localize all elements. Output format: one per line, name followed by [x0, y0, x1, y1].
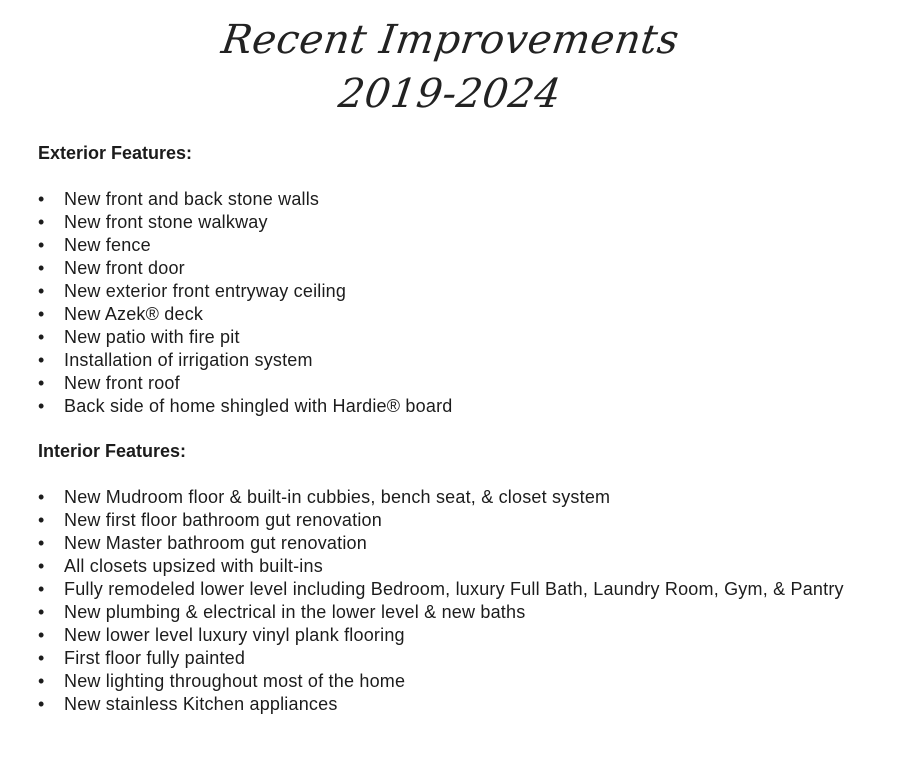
list-item-text: New stainless Kitchen appliances [64, 694, 338, 714]
list-item-text: New patio with fire pit [64, 327, 240, 347]
list-item [38, 211, 888, 234]
list-item-text: First floor fully painted [64, 648, 246, 668]
title-years: 2019-2024 [335, 71, 565, 117]
list-item [38, 509, 888, 532]
bullet-icon: • [38, 396, 45, 416]
list-item [38, 188, 888, 211]
bullet-icon: • [38, 235, 45, 255]
bullet-icon: • [38, 556, 45, 576]
list-item-text: New Mudroom floor & built-in cubbies, bench seat, & closet system [64, 487, 611, 507]
list-item [38, 486, 888, 509]
list-item [38, 372, 888, 395]
bullet-icon: • [38, 327, 45, 347]
interior-features-heading: Interior Features: [38, 441, 187, 461]
bullet-icon: • [38, 533, 45, 553]
list-item [38, 555, 888, 578]
list-item-text: New front stone walkway [64, 212, 268, 232]
list-item-text: New fence [64, 235, 151, 255]
list-item-text: New Azek® deck [64, 304, 204, 324]
list-item [38, 601, 888, 624]
bullet-icon: • [38, 373, 45, 393]
list-item-text: New exterior front entryway ceiling [64, 281, 347, 301]
list-item [38, 647, 888, 670]
list-item [38, 693, 888, 716]
bullet-icon: • [38, 579, 45, 599]
list-item-text: Installation of irrigation system [64, 350, 313, 370]
list-item [38, 578, 888, 601]
list-item-text: New first floor bathroom gut renovation [64, 510, 382, 530]
interior-features-list [38, 486, 888, 716]
bullet-icon: • [38, 602, 45, 622]
list-item [38, 280, 888, 303]
list-item [38, 326, 888, 349]
list-item [38, 670, 888, 693]
list-item-text: Fully remodeled lower level including Bedroom, luxury Full Bath, Laundry Room, Gym, & Pantry [64, 579, 844, 599]
list-item-text: New front and back stone walls [64, 189, 320, 209]
list-item-text: New front door [64, 258, 185, 278]
exterior-features-heading: Exterior Features: [38, 143, 193, 163]
list-item-text: New Master bathroom gut renovation [64, 533, 367, 553]
list-item [38, 234, 888, 257]
list-item-text: New lower level luxury vinyl plank flooring [64, 625, 405, 645]
list-item [38, 624, 888, 647]
bullet-icon: • [38, 350, 45, 370]
list-item [38, 395, 888, 418]
list-item-text: All closets upsized with built-ins [64, 556, 323, 576]
bullet-icon: • [38, 487, 45, 507]
list-item-text: New lighting throughout most of the home [64, 671, 406, 691]
bullet-icon: • [38, 304, 45, 324]
list-item [38, 303, 888, 326]
bullet-icon: • [38, 281, 45, 301]
bullet-icon: • [38, 625, 45, 645]
bullet-icon: • [38, 510, 45, 530]
bullet-icon: • [38, 189, 45, 209]
interior-features-section [38, 440, 888, 716]
list-item [38, 349, 888, 372]
exterior-features-section [38, 142, 888, 418]
bullet-icon: • [38, 648, 45, 668]
page-title [0, 14, 900, 120]
bullet-icon: • [38, 671, 45, 691]
title-script-line: Recent Improvements [218, 17, 682, 63]
list-item-text: Back side of home shingled with Hardie® board [64, 396, 453, 416]
exterior-features-list [38, 188, 888, 418]
list-item [38, 532, 888, 555]
list-item [38, 257, 888, 280]
bullet-icon: • [38, 258, 45, 278]
bullet-icon: • [38, 694, 45, 714]
list-item-text: New plumbing & electrical in the lower level & new baths [64, 602, 526, 622]
bullet-icon: • [38, 212, 45, 232]
list-item-text: New front roof [64, 373, 180, 393]
